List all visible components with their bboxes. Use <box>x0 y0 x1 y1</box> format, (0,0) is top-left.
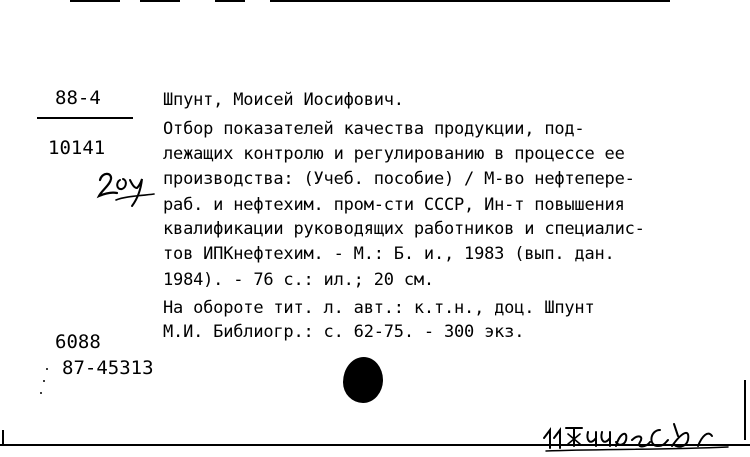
entry-line-publisher-1: раб. и нефтехим. пром-сти СССР, Ин-т повышения <box>163 195 625 215</box>
entry-line-imprint: тов ИПКнефтехим. - М.: Б. и., 1983 (вып. дан. <box>163 244 615 264</box>
handwritten-copies-mark <box>96 166 160 210</box>
top-border-fragment <box>140 0 180 2</box>
card-bottom-rule <box>0 444 750 446</box>
entry-line-title-3: производства: (Учеб. пособие) / М-во нефтепере- <box>163 169 635 189</box>
speck <box>43 380 45 382</box>
top-border-fragment <box>215 0 245 2</box>
bottom-code-1: 6088 <box>55 331 101 353</box>
entry-line-title-1: Отбор показателей качества продукции, под- <box>163 119 585 139</box>
shelf-mark-accession: 10141 <box>48 137 106 159</box>
entry-line-publisher-2: квалификации руководящих работников и специалис- <box>163 219 645 239</box>
bottom-code-2: 87-45313 <box>62 357 154 379</box>
card-right-edge-mark <box>744 380 746 440</box>
shelf-mark-divider <box>37 117 133 119</box>
handwritten-bottom-mark <box>538 416 738 454</box>
entry-line-author: Шпунт, Моисей Иосифович. <box>163 90 404 110</box>
entry-line-note-2: М.И. Библиогр.: с. 62-75. - 300 экз. <box>163 322 525 342</box>
card-left-edge-mark <box>2 430 4 446</box>
shelf-mark-top: 88-4 <box>55 87 101 109</box>
speck <box>40 392 42 394</box>
top-border-fragment <box>270 0 670 2</box>
ink-blot-edge <box>346 376 358 386</box>
entry-line-physical-description: 1984). - 76 с.: ил.; 20 см. <box>163 270 434 290</box>
speck <box>46 368 48 370</box>
entry-line-title-2: лежащих контролю и регулированию в процессе ее <box>163 144 625 164</box>
top-border-fragment <box>70 0 120 2</box>
entry-line-note-1: На обороте тит. л. авт.: к.т.н., доц. Шпунт <box>163 298 595 318</box>
